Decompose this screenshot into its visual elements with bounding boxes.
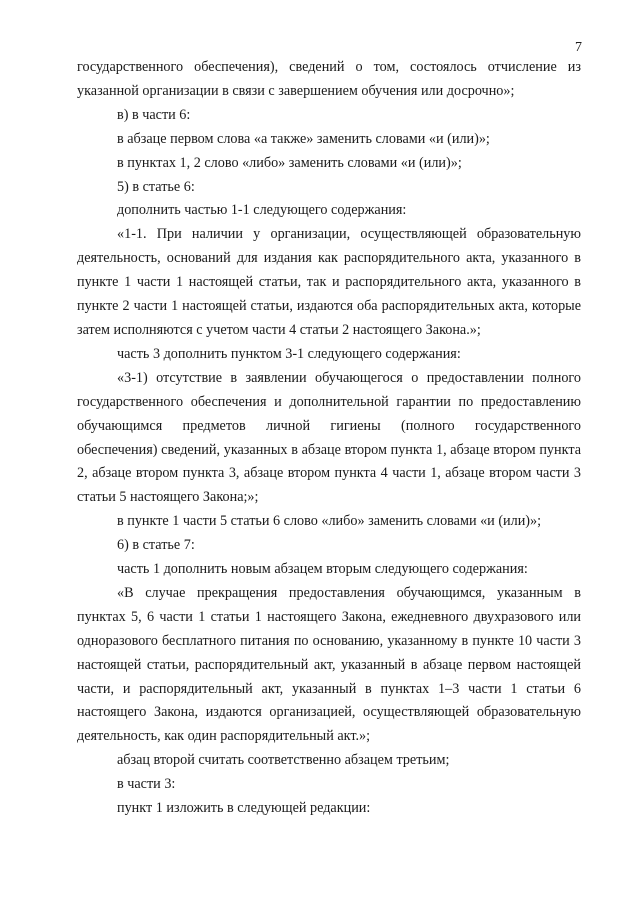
paragraph: «3-1) отсутствие в заявлении обучающегося о предоставлении полного государственного обеспечения и дополнительной гарантии по предоставлению обучающимся предметов личной гигиены (полного государственного обеспечения) сведений, указанных в абзаце втором пункта 1, абзаце втором пункта 2, абзаце втором пункта 3, абзаце втором пункта 4 части 1, абзаце втором части 3 статьи 5 настоящего Закона;»; bbox=[77, 369, 581, 506]
paragraph: в пункте 1 части 5 статьи 6 слово «либо» заменить словами «и (или)»; bbox=[117, 513, 542, 530]
paragraph-continuation: государственного обеспечения), сведений о том, состоялось отчисление из указанной организации в связи с завершением обучения или досрочно»; bbox=[77, 59, 581, 99]
paragraph: «1-1. При наличии у организации, осуществляющей образовательную деятельность, оснований для издания как распорядительного акта, указанного в пункте 1 части 1 настоящей статьи, так и распорядительного акта, указанного в пункте 2 части 1 настоящей статьи, издаются оба распорядительных акта, которые затем исполняются с учетом части 4 статьи 2 настоящего Закона.»; bbox=[77, 226, 581, 338]
paragraph: абзац второй считать соответственно абзацем третьим; bbox=[117, 752, 450, 769]
document-body bbox=[77, 56, 581, 821]
paragraph: 5) в статье 6: bbox=[117, 178, 195, 195]
paragraph: 6) в статье 7: bbox=[117, 537, 195, 554]
paragraph: «В случае прекращения предоставления обучающимся, указанным в пунктах 5, 6 части 1 статьи 1 настоящего Закона, ежедневного двухразового или одноразового бесплатного питания по основанию, указанному в пункте 10 части 3 настоящей статьи, распорядительный акт, указанный в абзаце первом настоящей части, и распорядительный акт, указанный в пунктах 1–3 части 1 статьи 6 настоящего Закона, издаются организацией, осуществляющей образовательную деятельность, как один распорядительный акт.»; bbox=[77, 584, 581, 745]
paragraph: часть 1 дополнить новым абзацем вторым следующего содержания: bbox=[117, 561, 528, 578]
paragraph: в пунктах 1, 2 слово «либо» заменить словами «и (или)»; bbox=[117, 154, 462, 171]
paragraph: в части 3: bbox=[117, 776, 176, 793]
paragraph: в абзаце первом слова «а также» заменить словами «и (или)»; bbox=[117, 130, 490, 147]
paragraph: в) в части 6: bbox=[117, 106, 191, 123]
page-number: 7 bbox=[575, 40, 582, 55]
paragraph: пункт 1 изложить в следующей редакции: bbox=[117, 800, 371, 817]
paragraph: часть 3 дополнить пунктом 3-1 следующего содержания: bbox=[117, 345, 461, 362]
paragraph: дополнить частью 1-1 следующего содержания: bbox=[117, 202, 407, 219]
